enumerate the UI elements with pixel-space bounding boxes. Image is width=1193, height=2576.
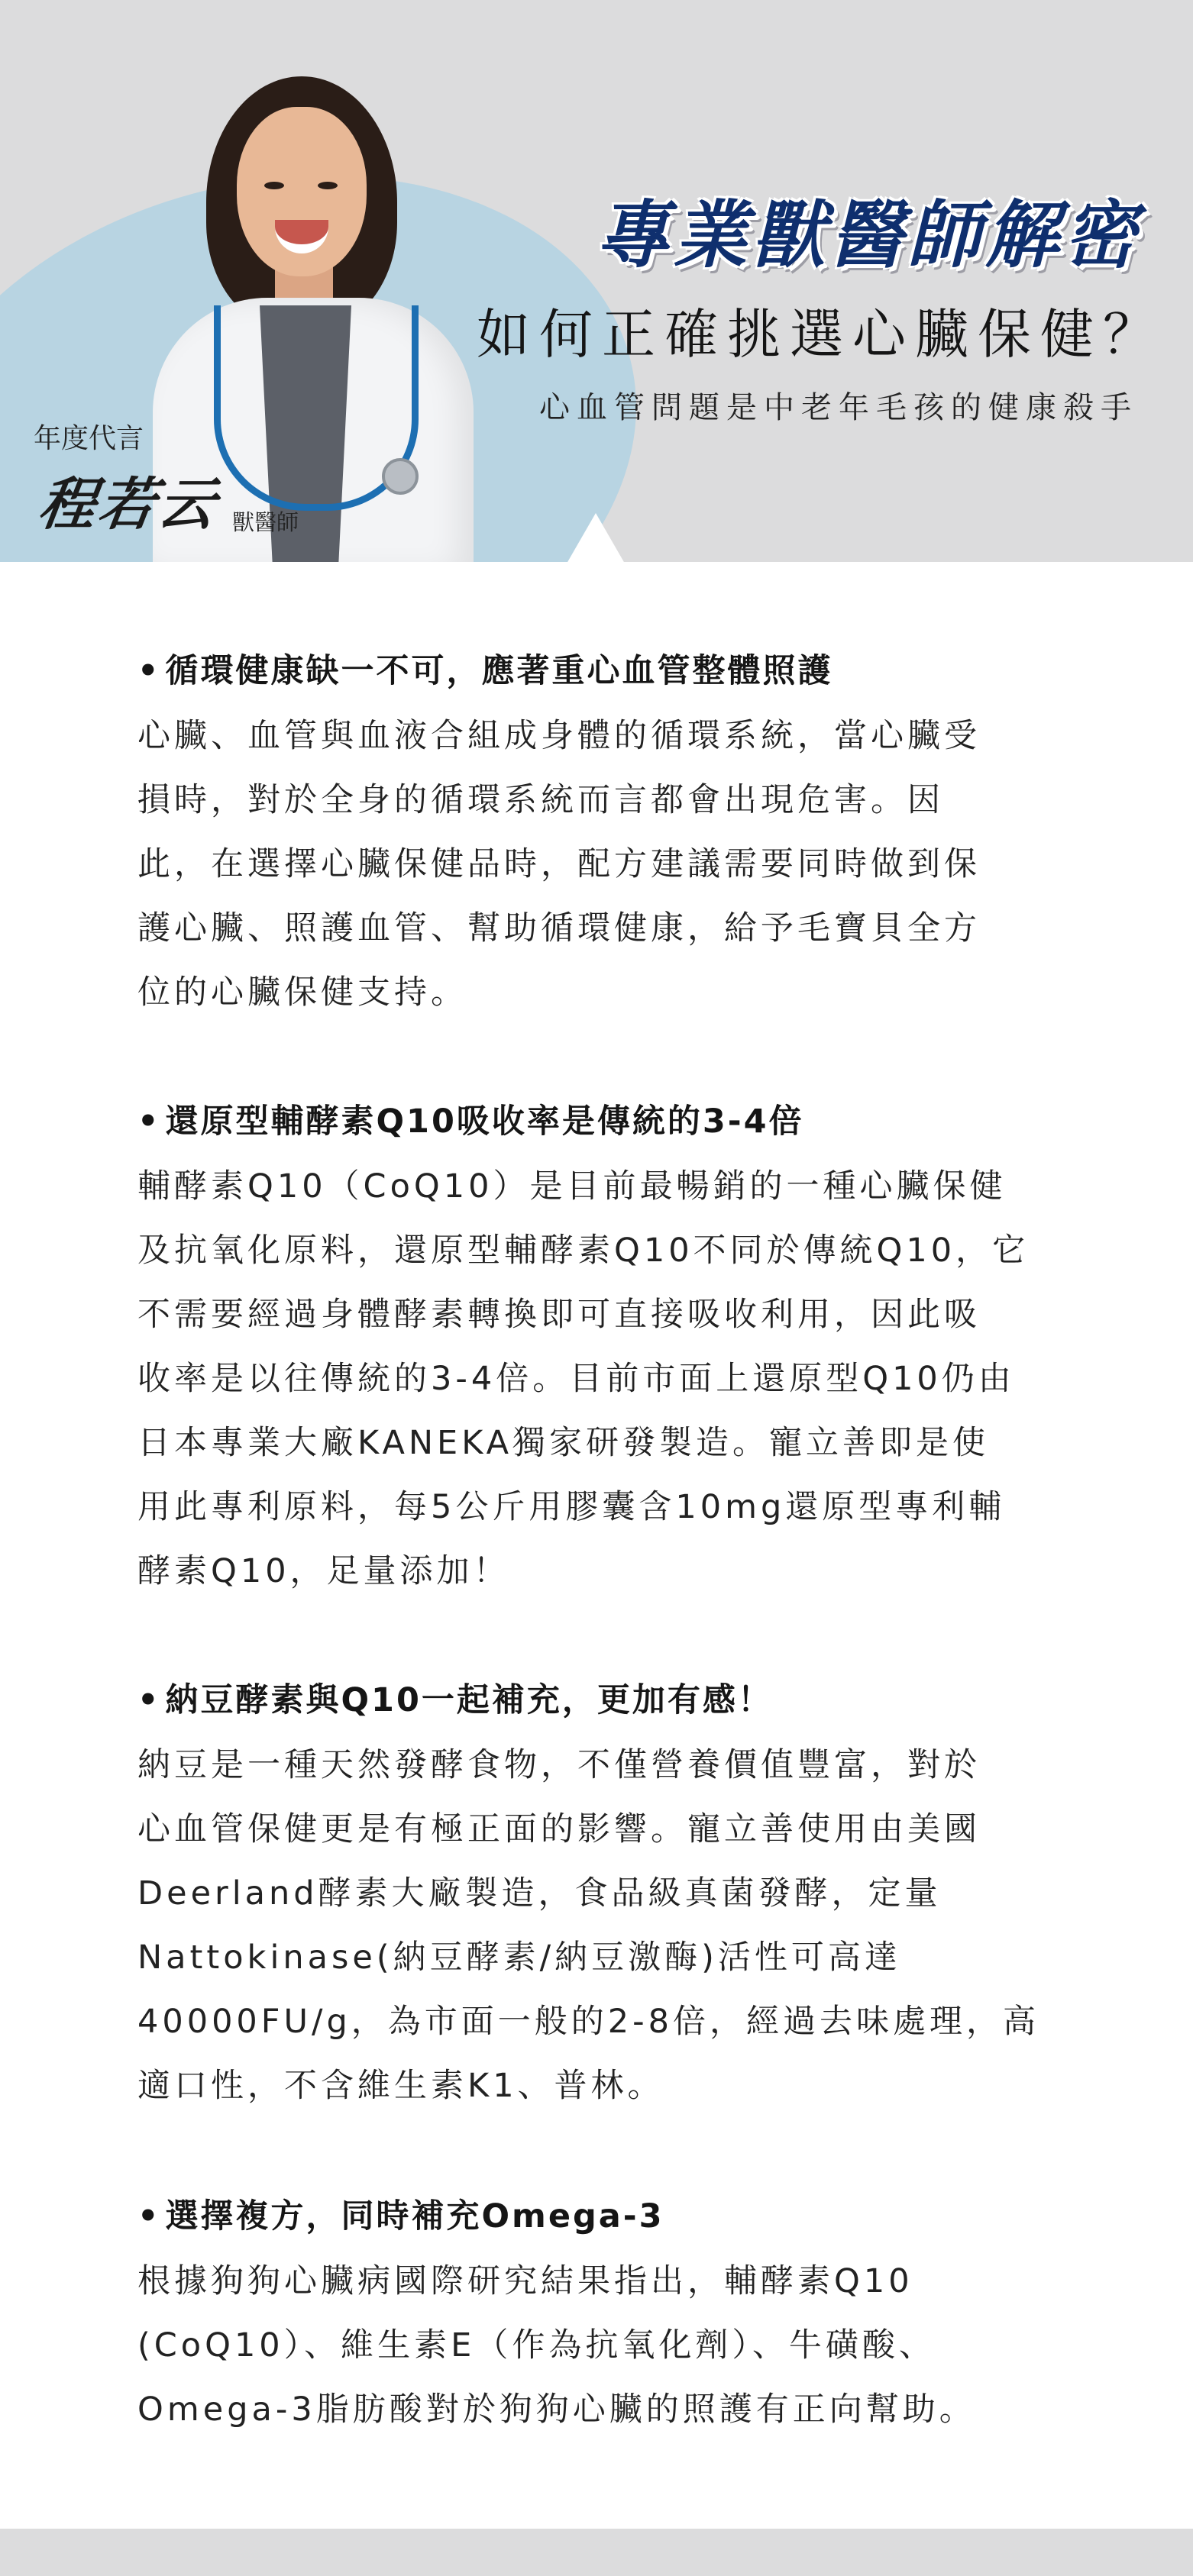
- body-line: (CoQ10）、維生素E（作為抗氧化劑）、牛磺酸、: [137, 2326, 936, 2365]
- spokesperson-signature: 程若云: [34, 472, 223, 537]
- bullet-icon: •: [137, 1102, 161, 1141]
- doctor-right-eye: [318, 182, 338, 189]
- section-title: [137, 1667, 1069, 1733]
- body-line: 心臟、血管與血液合組成身體的循環系統，當心臟受: [137, 717, 981, 755]
- spokesperson-label: 年度代言: [34, 422, 144, 454]
- section-title: [137, 638, 1069, 704]
- section-body: [137, 2249, 1069, 2442]
- bullet-icon: •: [137, 2197, 161, 2235]
- body-line: 納豆是一種天然發酵食物，不僅營養價值豐富，對於: [137, 1746, 981, 1784]
- spokesperson-title: 獸醫師: [232, 509, 299, 535]
- body-line: 根據狗狗心臟病國際研究結果指出，輔酵素Q10: [137, 2262, 913, 2300]
- body-line: 收率是以往傳統的3-4倍。目前市面上還原型Q10仍由: [137, 1360, 1015, 1398]
- body-line: 輔酵素Q10（CoQ10）是目前最暢銷的一種心臟保健: [137, 1167, 1007, 1206]
- section-title-text: 循環健康缺一不可，應著重心血管整體照護: [165, 652, 833, 690]
- body-line: 酵素Q10，足量添加！: [137, 1552, 510, 1590]
- bullet-icon: •: [137, 652, 161, 690]
- body-line: 及抗氧化原料，還原型輔酵素Q10不同於傳統Q10，它: [137, 1232, 1030, 1270]
- section-nattokinase: [137, 1667, 1069, 2118]
- section-circulation: [137, 638, 1069, 1025]
- doctor-smile: [275, 220, 328, 253]
- body-line: 用此專利原料，每5公斤用膠囊含10mg還原型專利輔: [137, 1488, 1006, 1526]
- section-body: [137, 1733, 1069, 2118]
- section-body: [137, 704, 1069, 1025]
- body-line: 位的心臟保健支持。: [137, 973, 467, 1012]
- section-body: [137, 1154, 1069, 1603]
- body-line: Nattokinase(納豆酵素/納豆激酶)活性可高達: [137, 1938, 901, 1977]
- banner-notch-pointer: [567, 513, 625, 562]
- section-title-text: 選擇複方，同時補充Omega-3: [165, 2197, 664, 2235]
- body-line: 不需要經過身體酵素轉換即可直接吸收利用，因此吸: [137, 1296, 981, 1334]
- hero-banner: [0, 0, 1193, 562]
- section-coq10: [137, 1089, 1069, 1603]
- footer-bar: [0, 2529, 1193, 2576]
- section-omega3: [137, 2184, 1069, 2442]
- doctor-left-eye: [264, 182, 284, 189]
- body-line: Deerland酵素大廠製造，食品級真菌發酵，定量: [137, 1874, 942, 1913]
- body-line: Omega-3脂肪酸對於狗狗心臟的照護有正向幫助。: [137, 2390, 976, 2429]
- page-headline: 專業獸醫師解密: [596, 192, 1141, 278]
- bullet-icon: •: [137, 1681, 161, 1719]
- doctor-face: [237, 107, 367, 276]
- body-line: 適口性，不含維生素K1、普林。: [137, 2067, 664, 2105]
- body-line: 護心臟、照護血管、幫助循環健康，給予毛寶貝全方: [137, 909, 981, 947]
- body-line: 心血管保健更是有極正面的影響。寵立善使用由美國: [137, 1810, 981, 1848]
- page-tagline: 心血管問題是中老年毛孩的健康殺手: [539, 390, 1138, 425]
- page-subheadline: 如何正確挑選心臟保健？: [477, 303, 1166, 366]
- stethoscope-chestpiece-icon: [382, 458, 419, 495]
- body-line: 40000FU/g，為市面一般的2-8倍，經過去味處理，高: [137, 2003, 1040, 2041]
- body-line: 日本專業大廠KANEKA獨家研發製造。寵立善即是使: [137, 1424, 990, 1462]
- section-title: [137, 1089, 1069, 1154]
- body-line: 損時，對於全身的循環系統而言都會出現危害。因: [137, 781, 944, 819]
- section-title-text: 還原型輔酵素Q10吸收率是傳統的3-4倍: [165, 1102, 804, 1141]
- body-line: 此，在選擇心臟保健品時，配方建議需要同時做到保: [137, 845, 981, 883]
- section-title-text: 納豆酵素與Q10一起補充，更加有感！: [165, 1681, 773, 1719]
- section-title: [137, 2184, 1069, 2249]
